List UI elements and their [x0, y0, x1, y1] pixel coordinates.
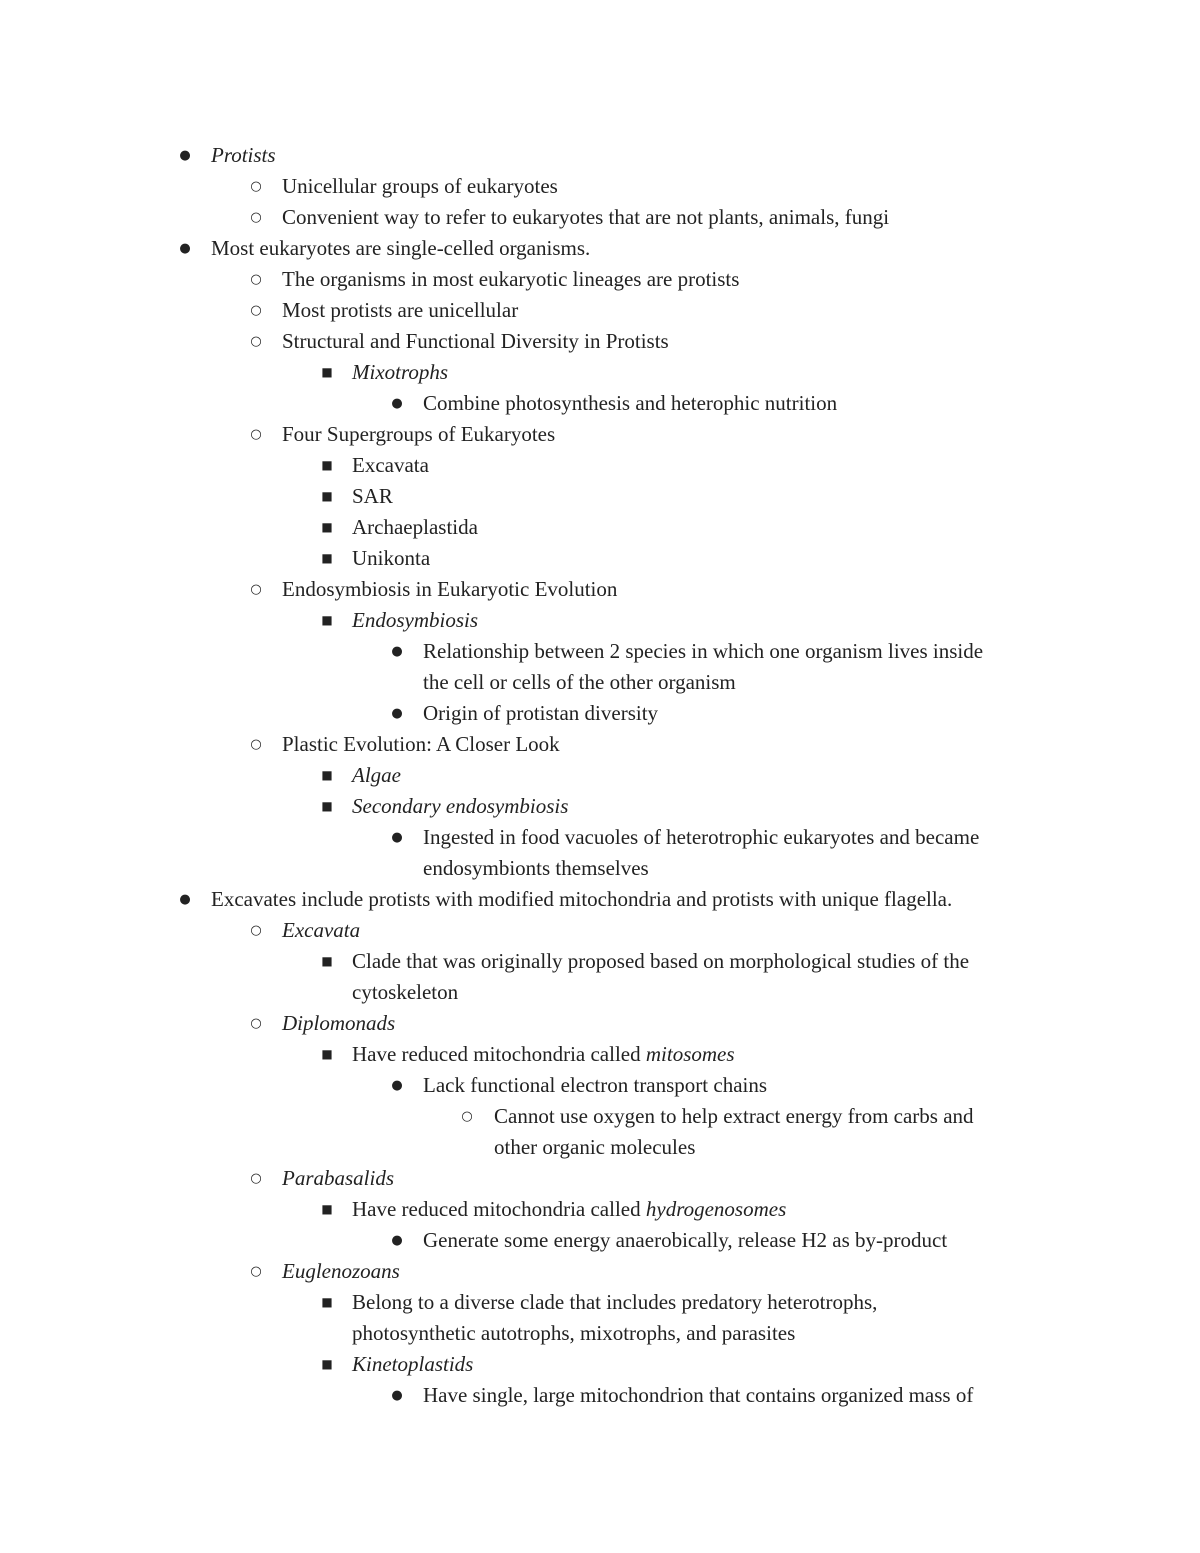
square-bullet-icon: ■: [321, 365, 333, 379]
outline-line: [0, 605, 1200, 636]
disc-bullet-icon: ●: [391, 1233, 403, 1248]
text-segment: photosynthetic autotrophs, mixotrophs, and parasites: [352, 1321, 796, 1345]
outline-text: [352, 946, 969, 977]
outline-text: [211, 233, 590, 264]
outline-line: [0, 698, 1200, 729]
outline-text: [282, 1008, 395, 1039]
outline-text: [494, 1101, 974, 1132]
outline-text: [282, 729, 560, 760]
circle-bullet-icon: ○: [461, 1109, 473, 1124]
square-bullet-icon: ■: [321, 954, 333, 968]
outline-line: [0, 512, 1200, 543]
outline-line: [0, 636, 1200, 667]
outline-line: [0, 264, 1200, 295]
text-segment: SAR: [352, 484, 393, 508]
text-segment: Belong to a diverse clade that includes predatory heterotrophs,: [352, 1290, 878, 1314]
outline-text: [352, 1287, 877, 1318]
disc-bullet-icon: ●: [391, 706, 403, 721]
circle-bullet-icon: ○: [250, 923, 262, 938]
disc-bullet-icon: ●: [391, 644, 403, 659]
outline-line: [0, 1194, 1200, 1225]
circle-bullet-icon: ○: [250, 582, 262, 597]
outline-line: [0, 884, 1200, 915]
outline-line: [0, 1039, 1200, 1070]
outline-line: [0, 1256, 1200, 1287]
text-segment: Plastic Evolution: A Closer Look: [282, 732, 560, 756]
circle-bullet-icon: ○: [250, 1264, 262, 1279]
outline-line: [0, 822, 1200, 853]
circle-bullet-icon: ○: [250, 179, 262, 194]
text-segment: Most eukaryotes are single-celled organisms.: [211, 236, 591, 260]
outline-text: [494, 1132, 695, 1163]
outline-text: [352, 543, 430, 574]
outline-line: [0, 1287, 1200, 1318]
outline-text: [282, 326, 669, 357]
outline-text: [423, 822, 979, 853]
outline-text: [352, 450, 429, 481]
outline-text: [282, 574, 617, 605]
outline-text: [282, 295, 518, 326]
text-segment: other organic molecules: [494, 1135, 696, 1159]
square-bullet-icon: ■: [321, 1202, 333, 1216]
text-segment: Origin of protistan diversity: [423, 701, 659, 725]
outline-text: [423, 1070, 767, 1101]
text-segment: Cannot use oxygen to help extract energy from carbs and: [494, 1104, 974, 1128]
outline-line: [0, 357, 1200, 388]
outline-line: [0, 388, 1200, 419]
outline-text: [352, 791, 568, 822]
disc-bullet-icon: ●: [179, 241, 191, 256]
outline-line: [0, 1380, 1200, 1411]
outline-line: [0, 1349, 1200, 1380]
outline-line: [0, 1070, 1200, 1101]
outline-line: [0, 1101, 1200, 1132]
disc-bullet-icon: ●: [179, 148, 191, 163]
square-bullet-icon: ■: [321, 613, 333, 627]
disc-bullet-icon: ●: [391, 396, 403, 411]
outline-line: [0, 543, 1200, 574]
square-bullet-icon: ■: [321, 768, 333, 782]
outline-line: [0, 791, 1200, 822]
outline-line: [0, 202, 1200, 233]
outline-text: [282, 264, 739, 295]
outline-text: [352, 760, 401, 791]
outline-line: [0, 295, 1200, 326]
italic-term: Excavata: [282, 918, 361, 942]
outline-text: [352, 1039, 735, 1070]
text-segment: endosymbionts themselves: [423, 856, 649, 880]
italic-term: Secondary endosymbiosis: [352, 794, 569, 818]
outline-text: [282, 419, 555, 450]
outline-text: [352, 1318, 795, 1349]
outline-line: [0, 1163, 1200, 1194]
italic-term: Euglenozoans: [282, 1259, 400, 1283]
italic-term: Mixotrophs: [352, 360, 449, 384]
circle-bullet-icon: ○: [250, 210, 262, 225]
outline-text: [282, 171, 558, 202]
text-segment: Structural and Functional Diversity in Protists: [282, 329, 669, 353]
outline-text: [352, 481, 393, 512]
outline-line: [0, 450, 1200, 481]
text-segment: Four Supergroups of Eukaryotes: [282, 422, 556, 446]
square-bullet-icon: ■: [321, 799, 333, 813]
text-segment: Clade that was originally proposed based on morphological studies of the: [352, 949, 970, 973]
outline-line: [0, 574, 1200, 605]
text-segment: The organisms in most eukaryotic lineages are protists: [282, 267, 740, 291]
italic-term: mitosomes: [645, 1042, 735, 1066]
outline-line: [0, 326, 1200, 357]
text-segment: Convenient way to refer to eukaryotes that are not plants, animals, fungi: [282, 205, 890, 229]
outline-text: [423, 1380, 973, 1411]
outline-text: [352, 1194, 786, 1225]
text-segment: cytoskeleton: [352, 980, 459, 1004]
italic-term: Algae: [352, 763, 401, 787]
outline-text: [211, 140, 276, 171]
outline-line: [0, 1132, 1200, 1163]
outline-text: [423, 698, 658, 729]
outline-text: [211, 884, 952, 915]
outline-text: [423, 636, 983, 667]
outline-line: [0, 233, 1200, 264]
circle-bullet-icon: ○: [250, 303, 262, 318]
text-segment: Endosymbiosis in Eukaryotic Evolution: [282, 577, 618, 601]
text-segment: Have reduced mitochondria called: [352, 1042, 646, 1066]
square-bullet-icon: ■: [321, 1047, 333, 1061]
square-bullet-icon: ■: [321, 551, 333, 565]
outline-text: [423, 1225, 947, 1256]
disc-bullet-icon: ●: [391, 830, 403, 845]
italic-term: Parabasalids: [282, 1166, 395, 1190]
text-segment: Generate some energy anaerobically, release H2 as by-product: [423, 1228, 948, 1252]
outline-text: [423, 388, 837, 419]
outline-line: [0, 140, 1200, 171]
circle-bullet-icon: ○: [250, 427, 262, 442]
outline-text: [282, 1163, 394, 1194]
outline-text: [423, 853, 649, 884]
square-bullet-icon: ■: [321, 520, 333, 534]
outline-text: [352, 1349, 473, 1380]
outline-line: [0, 1008, 1200, 1039]
outline-line: [0, 171, 1200, 202]
italic-term: Protists: [211, 143, 276, 167]
document-body: [0, 140, 1200, 1411]
outline-text: [423, 667, 736, 698]
italic-term: Endosymbiosis: [352, 608, 478, 632]
text-segment: Unicellular groups of eukaryotes: [282, 174, 558, 198]
text-segment: Excavates include protists with modified mitochondria and protists with unique flagella.: [211, 887, 953, 911]
text-segment: Most protists are unicellular: [282, 298, 519, 322]
outline-text: [352, 605, 478, 636]
outline-line: [0, 977, 1200, 1008]
square-bullet-icon: ■: [321, 1357, 333, 1371]
text-segment: Ingested in food vacuoles of heterotrophic eukaryotes and became: [423, 825, 980, 849]
square-bullet-icon: ■: [321, 458, 333, 472]
outline-text: [282, 915, 360, 946]
italic-term: hydrogenosomes: [645, 1197, 787, 1221]
disc-bullet-icon: ●: [179, 892, 191, 907]
italic-term: Kinetoplastids: [352, 1352, 474, 1376]
outline-line: [0, 1225, 1200, 1256]
circle-bullet-icon: ○: [250, 334, 262, 349]
outline-line: [0, 915, 1200, 946]
circle-bullet-icon: ○: [250, 272, 262, 287]
outline-line: [0, 760, 1200, 791]
text-segment: Excavata: [352, 453, 429, 477]
text-segment: Relationship between 2 species in which one organism lives inside: [423, 639, 984, 663]
outline-line: [0, 853, 1200, 884]
outline-line: [0, 667, 1200, 698]
outline-text: [352, 357, 448, 388]
outline-line: [0, 481, 1200, 512]
outline-text: [352, 977, 458, 1008]
text-segment: the cell or cells of the other organism: [423, 670, 736, 694]
disc-bullet-icon: ●: [391, 1078, 403, 1093]
circle-bullet-icon: ○: [250, 1016, 262, 1031]
outline-line: [0, 729, 1200, 760]
square-bullet-icon: ■: [321, 1295, 333, 1309]
square-bullet-icon: ■: [321, 489, 333, 503]
text-segment: Archaeplastida: [352, 515, 478, 539]
text-segment: Have single, large mitochondrion that contains organized mass of: [423, 1383, 974, 1407]
circle-bullet-icon: ○: [250, 737, 262, 752]
text-segment: Have reduced mitochondria called: [352, 1197, 646, 1221]
outline-text: [352, 512, 478, 543]
text-segment: Unikonta: [352, 546, 431, 570]
circle-bullet-icon: ○: [250, 1171, 262, 1186]
disc-bullet-icon: ●: [391, 1388, 403, 1403]
text-segment: Combine photosynthesis and heterophic nutrition: [423, 391, 838, 415]
italic-term: Diplomonads: [282, 1011, 396, 1035]
outline-line: [0, 419, 1200, 450]
outline-text: [282, 1256, 400, 1287]
outline-line: [0, 946, 1200, 977]
outline-text: [282, 202, 889, 233]
outline-line: [0, 1318, 1200, 1349]
text-segment: Lack functional electron transport chains: [423, 1073, 768, 1097]
